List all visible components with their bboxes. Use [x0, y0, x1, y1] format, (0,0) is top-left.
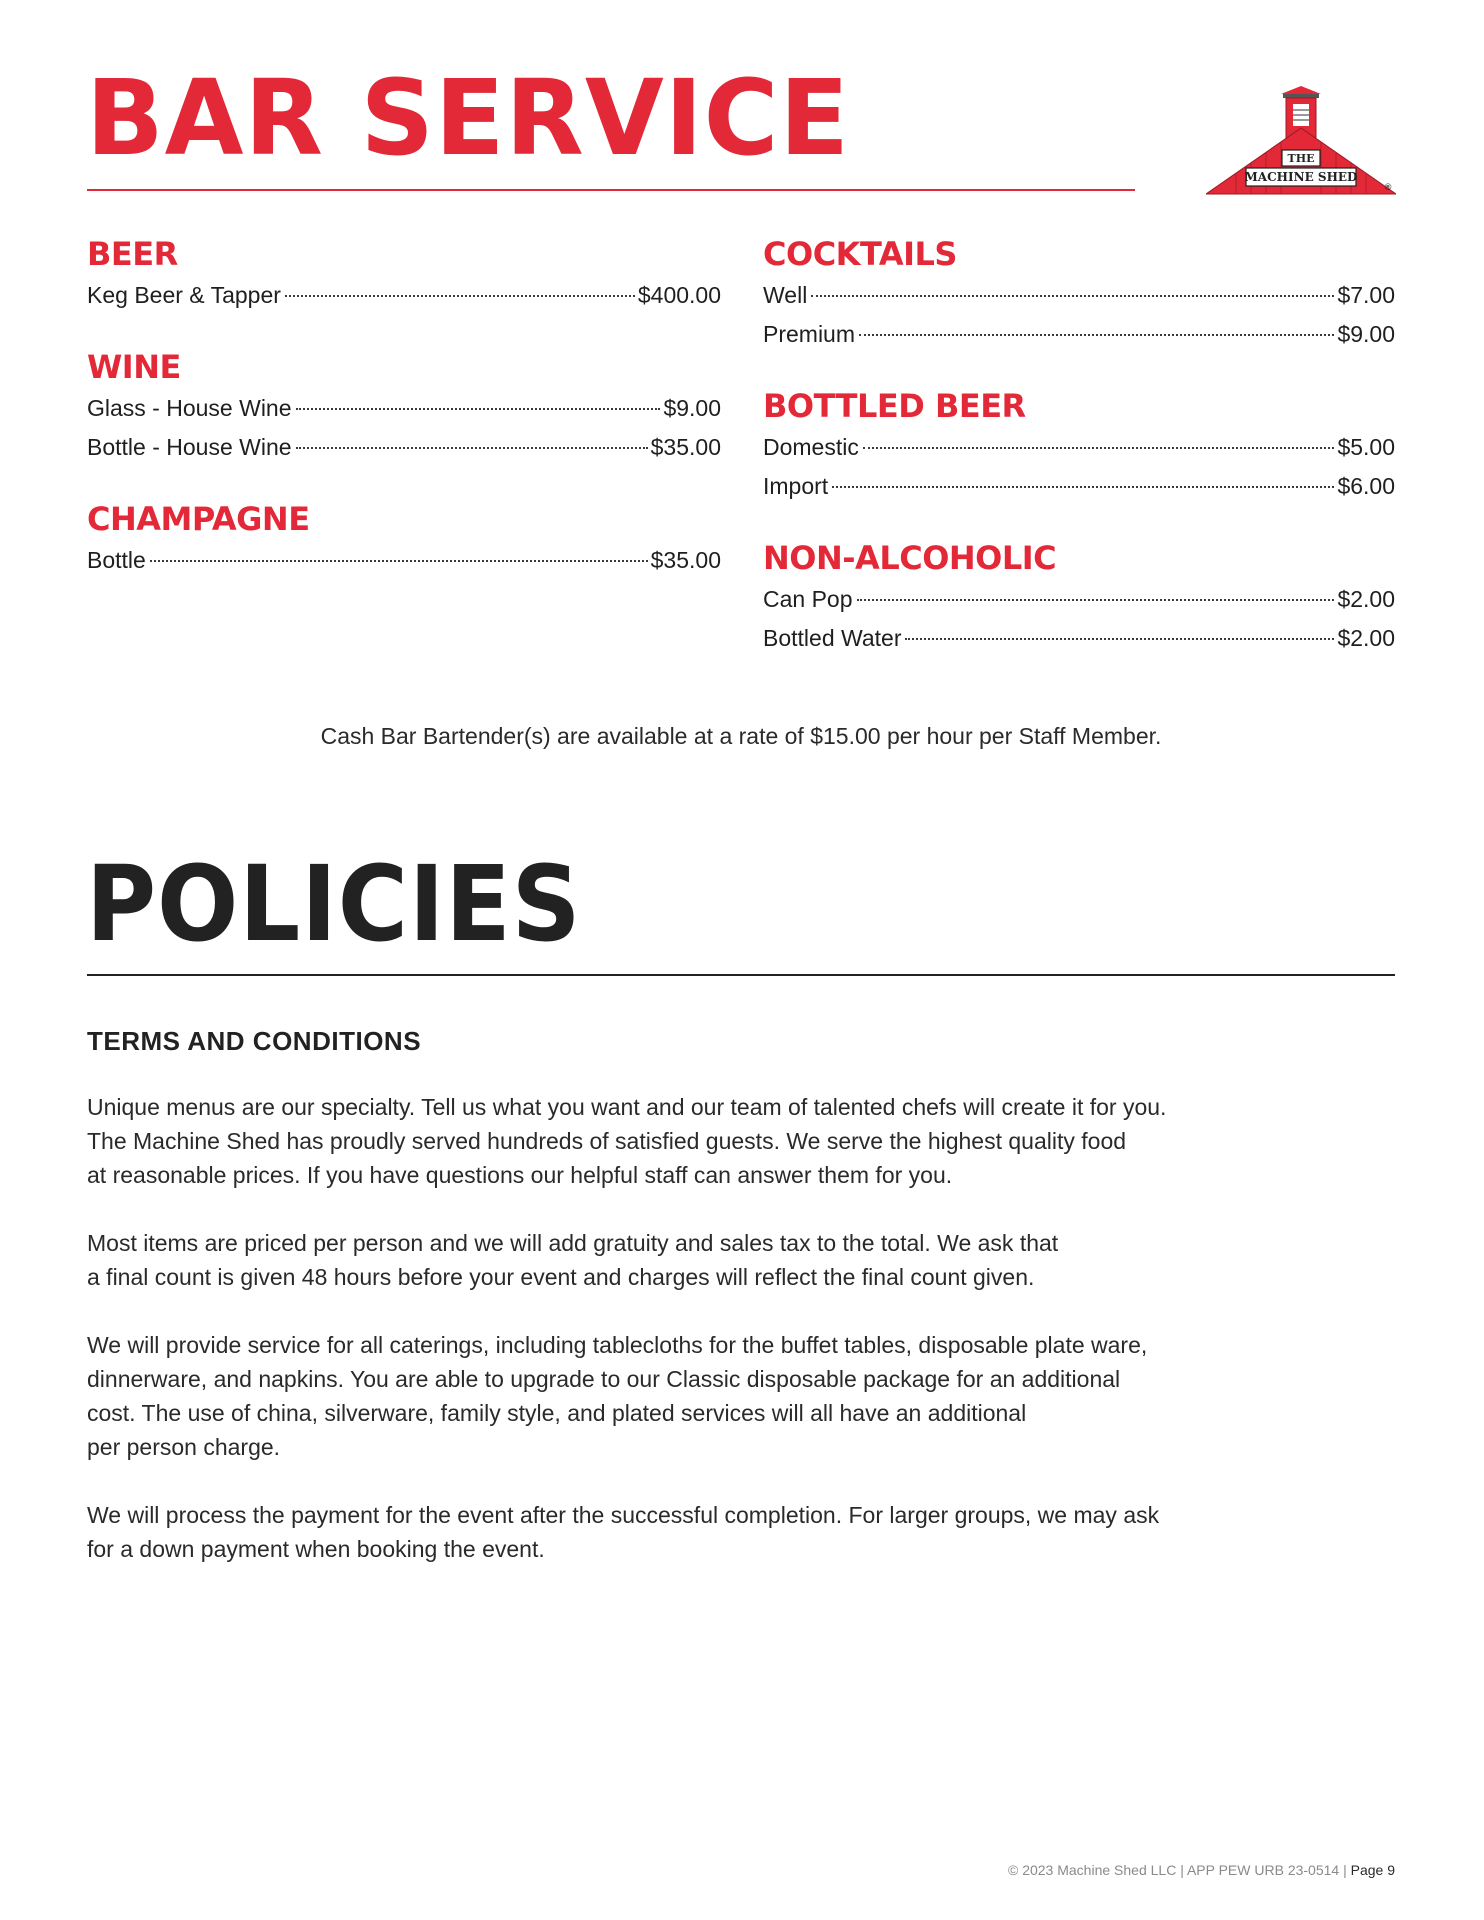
menu-item	[87, 276, 721, 315]
menu-section	[763, 540, 1395, 658]
dot-leader	[905, 638, 1334, 640]
dot-leader	[150, 560, 648, 562]
menu-item-price: $2.00	[1337, 625, 1395, 651]
menu-section-title: WINE	[87, 348, 181, 386]
menu-item	[763, 428, 1395, 467]
dot-leader	[296, 447, 648, 449]
dot-leader	[857, 599, 1335, 601]
bartender-note: Cash Bar Bartender(s) are available at a rate of $15.00 per hour per Staff Member.	[320, 723, 1162, 749]
menu-item-name: Can Pop	[763, 586, 853, 612]
menu-item	[87, 541, 721, 580]
menu-item-name: Bottle - House Wine	[87, 434, 292, 460]
menu-section	[87, 349, 721, 467]
menu-item-price: $400.00	[637, 282, 721, 308]
menu-section-title: BEER	[87, 235, 178, 273]
page-number: Page 9	[1350, 1862, 1395, 1878]
policies-title: POLICIES	[86, 843, 582, 965]
policy-paragraph: Most items are priced per person and we will add gratuity and sales tax to the total. We ask that a final count is given 48 hours before your event and charges will reflect the final count given.	[87, 1230, 1059, 1290]
bar-menu-left-column	[87, 236, 721, 614]
menu-item-name: Premium	[763, 321, 856, 347]
policies-divider	[87, 974, 1395, 976]
menu-section-title: CHAMPAGNE	[87, 500, 310, 538]
policy-paragraph: Unique menus are our specialty. Tell us what you want and our team of talented chefs will create it for you. The Machine Shed has proudly served hundreds of satisfied guests. We serve the highest quality food at reasonable prices. If you have questions our helpful staff can answer them for you.	[87, 1094, 1167, 1188]
dot-leader	[811, 295, 1334, 297]
dot-leader	[863, 447, 1335, 449]
footer	[1008, 1862, 1395, 1878]
dot-leader	[859, 334, 1334, 336]
logo-text-the: THE	[1287, 152, 1315, 165]
menu-item-price: $5.00	[1337, 434, 1395, 460]
terms-heading: TERMS AND CONDITIONS	[87, 1026, 422, 1056]
menu-item-name: Bottle	[87, 547, 146, 573]
menu-section	[763, 388, 1395, 506]
menu-item-name: Keg Beer & Tapper	[87, 282, 281, 308]
menu-item-price: $9.00	[663, 395, 721, 421]
menu-item-price: $9.00	[1337, 321, 1395, 347]
menu-item-price: $2.00	[1337, 586, 1395, 612]
menu-item	[763, 619, 1395, 658]
policy-paragraph: We will provide service for all caterings, including tablecloths for the buffet tables, disposable plate ware, dinnerware, and napkins. You are able to upgrade to our Classic disposable package for an additional cost. The use of china, silverware, family style, and plated services will all have an additional per person charge.	[87, 1332, 1148, 1460]
menu-item-price: $6.00	[1337, 473, 1395, 499]
policy-paragraph: We will process the payment for the event after the successful completion. For larger groups, we may ask for a down payment when booking the event.	[87, 1502, 1160, 1562]
registered-mark: ®	[1383, 183, 1393, 193]
menu-item-price: $35.00	[650, 547, 721, 573]
menu-item	[763, 315, 1395, 354]
menu-section-title: BOTTLED BEER	[763, 387, 1026, 425]
menu-item-name: Import	[763, 473, 829, 499]
menu-item-name: Domestic	[763, 434, 859, 460]
menu-item	[87, 428, 721, 467]
bar-menu-right-column	[763, 236, 1395, 692]
menu-item-name: Bottled Water	[763, 625, 902, 651]
cupola-band	[1283, 94, 1319, 98]
menu-item-name: Well	[763, 282, 808, 308]
dot-leader	[285, 295, 635, 297]
menu-item	[763, 276, 1395, 315]
menu-item-price: $35.00	[650, 434, 721, 460]
terms-body	[87, 1090, 1407, 1600]
menu-item-price: $7.00	[1337, 282, 1395, 308]
machine-shed-logo	[1206, 86, 1396, 196]
menu-item	[87, 389, 721, 428]
footer-copyright: © 2023 Machine Shed LLC | APP PEW URB 23-0514 |	[1007, 1862, 1351, 1878]
dot-leader	[832, 486, 1334, 488]
cupola-roof	[1281, 86, 1321, 94]
menu-section-title: COCKTAILS	[763, 235, 957, 273]
menu-section	[763, 236, 1395, 354]
menu-section	[87, 501, 721, 580]
bar-service-title: BAR SERVICE	[86, 57, 851, 179]
bar-service-divider	[87, 189, 1135, 191]
menu-item	[763, 580, 1395, 619]
menu-section-title: NON-ALCOHOLIC	[763, 539, 1057, 577]
menu-item-name: Glass - House Wine	[87, 395, 292, 421]
menu-item	[763, 467, 1395, 506]
logo-text-machine-shed: MACHINE SHED	[1244, 170, 1358, 184]
dot-leader	[296, 408, 661, 410]
menu-section	[87, 236, 721, 315]
